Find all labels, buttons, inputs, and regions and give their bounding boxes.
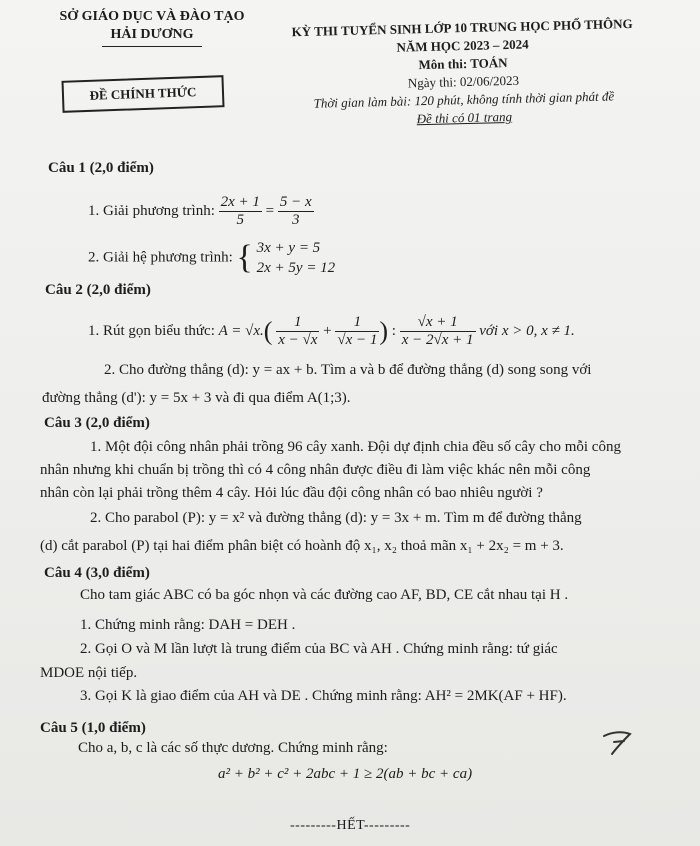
q1-part2 <box>88 238 335 278</box>
q1-rhs-numerator: 5 − x <box>279 194 312 210</box>
q1-lhs-denominator: 5 <box>236 212 245 228</box>
q3-title: Câu 3 (2,0 điểm) <box>44 415 150 431</box>
expr-condition: với x > 0, x ≠ 1. <box>479 322 575 339</box>
expr-frac2 <box>335 314 379 349</box>
handwritten-mark-icon <box>600 728 640 758</box>
expr-frac1 <box>276 314 319 349</box>
expr-frac3 <box>400 314 476 349</box>
duration-label: Thời gian làm bài: <box>313 93 412 111</box>
q5-inequality: a² + b² + c² + 2abc + 1 ≥ 2(ab + bc + ca) <box>218 766 473 782</box>
q3-part1-line2: nhân nhưng khi chuẩn bị trồng thì có 4 công nhân được điều đi làm việc khác nên mỗi công <box>40 462 591 478</box>
header-divider <box>102 46 202 47</box>
official-badge: ĐỀ CHÍNH THỨC <box>61 75 224 113</box>
exam-title: KỲ THI TUYỂN SINH LỚP 10 TRUNG HỌC PHỔ THÔNG <box>291 15 633 40</box>
q4-part2-line2: MDOE nội tiếp. <box>40 665 138 681</box>
system-eq2: 2x + 5y = 12 <box>256 260 336 276</box>
q1-part1-label: 1. Giải phương trình: <box>88 202 215 219</box>
q1-title: Câu 1 (2,0 điểm) <box>48 160 154 176</box>
department-header <box>42 8 262 47</box>
frac3-num: √x + 1 <box>400 314 476 332</box>
q1-part2-label: 2. Giải hệ phương trình: <box>88 249 233 266</box>
frac1-num: 1 <box>276 314 319 332</box>
q1-lhs-numerator: 2x + 1 <box>220 194 260 210</box>
q4-title: Câu 4 (3,0 điểm) <box>44 565 150 581</box>
q4-part1: 1. Chứng minh rằng: DAH = DEH . <box>80 617 296 633</box>
frac2-num: 1 <box>335 314 379 332</box>
frac2-den: √x − 1 <box>337 332 378 348</box>
frac1-den: x − √x <box>278 332 318 348</box>
q4-part3: 3. Gọi K là giao điểm của AH và DE . Chứng minh rằng: AH² = 2MK(AF + HF). <box>80 688 567 704</box>
equation-system <box>257 238 336 278</box>
q2-part2-line1: 2. Cho đường thẳng (d): y = ax + b. Tìm a và b để đường thẳng (d) song song với <box>104 362 592 378</box>
page-count: Đề thi có 01 trang <box>416 108 513 127</box>
exam-header <box>262 14 665 132</box>
q2-part1: 1. Rút gọn biểu thức: A = √x.( $\frac{1}{x - √x}$ + $\frac{1}{√x - 1}$ ) : $\frac{√x + 1}{x - 2√x + 1}$ với x > 0, x ≠ 1. <box>88 314 575 348</box>
q2-part1-label: 1. Rút gọn biểu thức: <box>88 322 215 339</box>
subject: Môn thi: TOÁN <box>418 55 508 73</box>
q3-part2-line2: (d) cắt parabol (P) tại hai điểm phân biệt có hoành độ x₁, x₂ thoả mãn x₁ + 2x₂ = m + 3. <box>40 538 564 554</box>
q5-intro: Cho a, b, c là các số thực dương. Chứng minh rằng: <box>78 740 388 756</box>
expr-a: A = √x. <box>218 322 264 339</box>
system-eq1: 3x + y = 5 <box>256 240 321 256</box>
q1-rhs-denominator: 3 <box>292 212 300 228</box>
exam-date: Ngày thi: 02/06/2023 <box>407 72 520 91</box>
school-year: NĂM HỌC 2023 – 2024 <box>396 36 529 55</box>
end-marker: ---------HẾT--------- <box>290 818 411 833</box>
q4-part2-line1: 2. Gọi O và M lần lượt là trung điểm của BC và AH . Chứng minh rằng: tứ giác <box>80 641 558 657</box>
expr-plus: + <box>323 322 332 339</box>
q1-equals: = <box>265 202 275 219</box>
duration: 120 phút, không tính thời gian phát đề <box>414 88 615 109</box>
q1-rhs-fraction <box>278 194 314 229</box>
frac3-den: x − 2√x + 1 <box>401 332 474 348</box>
q1-lhs-fraction <box>219 194 262 229</box>
system-brace: { <box>236 239 253 276</box>
expr-colon: : <box>391 322 396 339</box>
q5-title: Câu 5 (1,0 điểm) <box>40 720 146 736</box>
q3-part2-line1: 2. Cho parabol (P): y = x² và đường thẳng (d): y = 3x + m. Tìm m để đường thẳng <box>90 510 582 526</box>
q1-part1 <box>88 194 314 229</box>
q4-intro: Cho tam giác ABC có ba góc nhọn và các đường cao AF, BD, CE cắt nhau tại H . <box>80 587 569 603</box>
q3-part1-line1: 1. Một đội công nhân phải trồng 96 cây xanh. Đội dự định chia đều số cây cho mỗi công <box>90 439 621 455</box>
q2-title: Câu 2 (2,0 điểm) <box>45 282 151 298</box>
q3-part1-line3: nhân còn lại phải trồng thêm 4 cây. Hỏi lúc đầu đội công nhân có bao nhiêu người ? <box>40 485 543 501</box>
province-name: HẢI DƯƠNG <box>110 27 194 42</box>
department-name: SỞ GIÁO DỤC VÀ ĐÀO TẠO <box>59 9 245 24</box>
q2-part2-line2: đường thẳng (d'): y = 5x + 3 và đi qua điểm A(1;3). <box>42 390 351 406</box>
